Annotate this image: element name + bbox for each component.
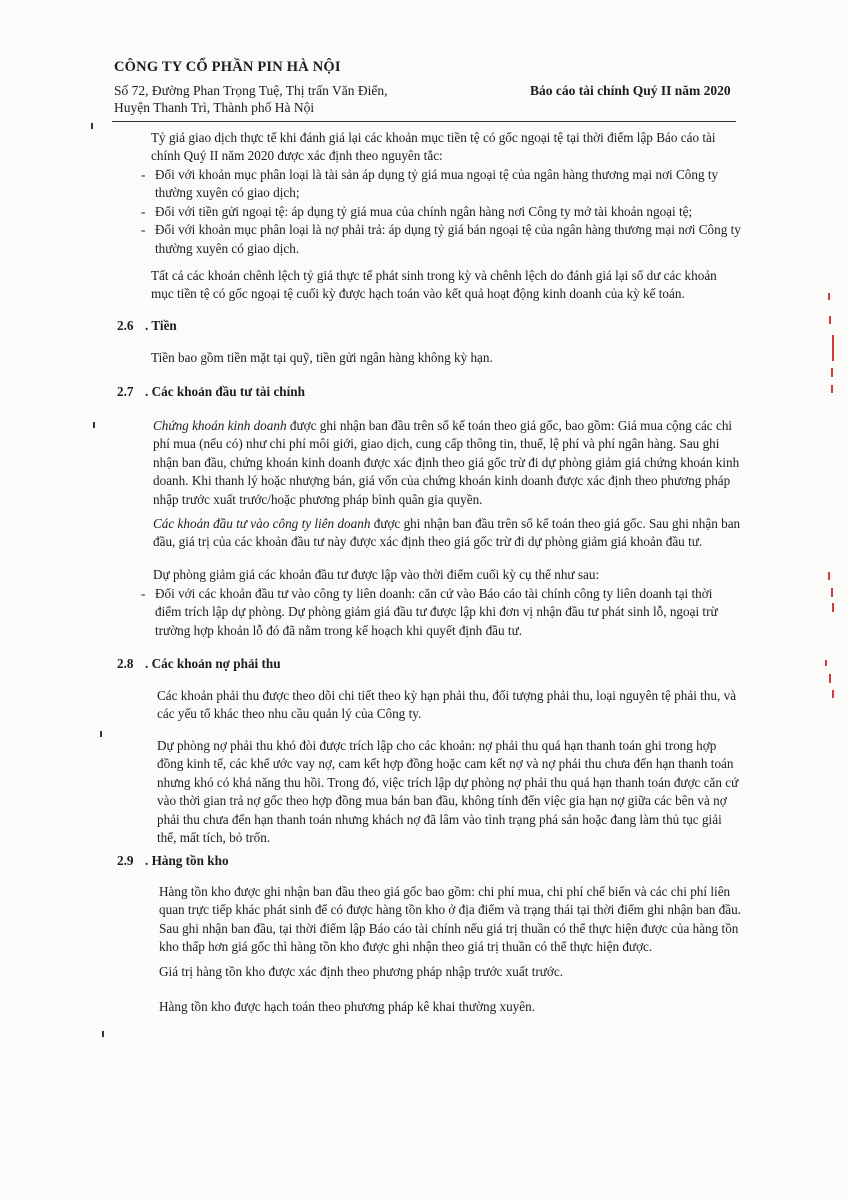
- section-title: . Tiền: [145, 318, 177, 333]
- report-title: Báo cáo tài chính Quý II năm 2020: [530, 83, 731, 98]
- scan-margin-tick: [91, 123, 93, 129]
- section-heading-2-8: [117, 656, 281, 672]
- company-name: CÔNG TY CỔ PHẦN PIN HÀ NỘI: [114, 59, 341, 75]
- inventory-paragraph-1: Hàng tồn kho được ghi nhận ban đầu theo giá gốc bao gồm: chi phí mua, chi phí chế biến và các chi phí liên quan trực tiếp khác phát sinh để có được hàng tồn kho ở địa điểm và trạng thái tại thời điểm ghi nhận ban đầu. Sau ghi nhận ban đầu, tại thời điểm lập Báo cáo tài chính nếu giá trị thuần có thể thực hiện được của hàng tồn kho thấp hơn giá gốc thì hàng tồn kho được ghi nhận theo giá trị thuần có thể thực hiện được.: [159, 884, 741, 955]
- company-address: [114, 82, 388, 116]
- intro-bullet-1: - Đối với khoản mục phân loại là tài sản áp dụng tỷ giá mua ngoại tệ của ngân hàng thương mại nơi Công ty thường xuyên có giao dịch;: [141, 166, 741, 203]
- investment-bullet-1: - Đối với các khoản đầu tư vào công ty liên doanh: căn cứ vào Báo cáo tài chính công ty liên doanh tại thời điểm trích lập dự phòng. Dự phòng giảm giá đầu tư được lập khi đơn vị nhận đầu tư phát sinh lỗ, ngoại trừ trường hợp khoản lỗ đó đã nằm trong kế hoạch khi quyết định đầu tư.: [141, 585, 741, 640]
- section-title: . Các khoản đầu tư tài chính: [145, 384, 305, 399]
- joint-venture-term: Các khoản đầu tư vào công ty liên doanh: [153, 516, 371, 531]
- receivables-paragraph-2: Dự phòng nợ phải thu khó đòi được trích lập cho các khoản: nợ phải thu quá hạn thanh toán ghi trong hợp đồng kinh tế, các khế ước vay nợ, cam kết hợp đồng hoặc cam kết nợ và nợ phải thu chưa đến hạn thanh toán nhưng khó có khả năng thu hồi. Trong đó, việc trích lập dự phòng nợ phải thu quá hạn thanh toán được căn cứ vào thời gian trả nợ gốc theo hợp đồng mua bán ban đầu, không tính đến việc gia hạn nợ giữa các bên và nợ phải thu chưa đến hạn thanh toán nhưng khách nợ đã lâm vào tình trạng phá sản hoặc đang làm thủ tục giải thể, mất tích, bỏ trốn.: [157, 738, 739, 846]
- section-number: 2.9: [117, 853, 134, 868]
- inventory-paragraph-3: Hàng tồn kho được hạch toán theo phương pháp kê khai thường xuyên.: [159, 999, 536, 1014]
- trading-securities-term: Chứng khoán kinh doanh: [153, 418, 287, 433]
- section-number: 2.6: [117, 318, 134, 333]
- red-edge-mark: [829, 316, 831, 324]
- address-line-2: Huyện Thanh Trì, Thành phố Hà Nội: [114, 100, 315, 115]
- receivables-paragraph-1: Các khoản phải thu được theo dõi chi tiết theo kỳ hạn phải thu, đối tượng phải thu, loại nguyên tệ phải thu, và các yếu tố khác theo nhu cầu quản lý của Công ty.: [157, 688, 737, 722]
- section-heading-2-6: [117, 318, 177, 334]
- scan-margin-tick: [102, 1031, 104, 1037]
- section-heading-2-7: [117, 384, 305, 400]
- section-title: . Các khoản nợ phải thu: [145, 656, 281, 671]
- red-edge-mark: [825, 660, 827, 666]
- intro-bullets: [141, 166, 741, 258]
- section-number: 2.7: [117, 384, 134, 399]
- red-edge-mark: [832, 335, 834, 361]
- red-edge-mark: [832, 603, 834, 612]
- header-divider: [112, 121, 736, 122]
- intro-bullet-3: - Đối với khoản mục phân loại là nợ phải trả: áp dụng tỷ giá bán ngoại tệ của ngân hàng thương mại nơi Công ty thường xuyên có giao dịch.: [141, 221, 741, 258]
- red-edge-mark: [831, 588, 833, 597]
- cash-paragraph: Tiền bao gồm tiền mặt tại quỹ, tiền gửi ngân hàng không kỳ hạn.: [151, 350, 493, 365]
- address-line-1: Số 72, Đường Phan Trọng Tuệ, Thị trấn Văn Điển,: [114, 83, 388, 98]
- inventory-paragraph-2: Giá trị hàng tồn kho được xác định theo phương pháp nhập trước xuất trước.: [159, 964, 564, 979]
- scan-margin-tick: [100, 731, 102, 737]
- scan-margin-tick: [93, 422, 95, 428]
- intro-bullet-2: - Đối với tiền gửi ngoại tệ: áp dụng tỷ giá mua của chính ngân hàng nơi Công ty mở tài khoản ngoại tệ;: [141, 203, 741, 221]
- section-number: 2.8: [117, 656, 134, 671]
- bullet-dash: -: [141, 222, 146, 238]
- intro-paragraph-1: Tỷ giá giao dịch thực tế khi đánh giá lại các khoản mục tiền tệ có gốc ngoại tệ tại thời điểm lập Báo cáo tài chính Quý II năm 2020 được xác định theo nguyên tắc:: [151, 130, 716, 164]
- red-edge-mark: [828, 572, 830, 580]
- red-edge-mark: [832, 690, 834, 698]
- investment-paragraph-3: Dự phòng giảm giá các khoản đầu tư được lập vào thời điểm cuối kỳ cụ thể như sau:: [153, 567, 600, 582]
- red-edge-mark: [829, 674, 831, 683]
- investment-paragraph-1: Chứng khoán kinh doanh được ghi nhận ban đầu trên sổ kế toán theo giá gốc, bao gồm: Giá mua cộng các chi phí mua (nếu có) như chi phí môi giới, giao dịch, cung cấp thông tin, thuế, lệ phí và phí ngân hàng. Sau ghi nhận ban đầu, chứng khoán kinh doanh được xác định theo giá gốc trừ đi dự phòng giảm giá chứng khoán kinh doanh. Khi thanh lý hoặc nhượng bán, giá vốn của chứng khoán kinh doanh được xác định theo phương pháp nhập trước xuất trước/hoặc phương pháp bình quân gia quyền.: [153, 418, 740, 507]
- red-edge-mark: [831, 385, 833, 393]
- red-edge-mark: [831, 368, 833, 377]
- section-heading-2-9: [117, 853, 229, 869]
- investment-bullets: [141, 585, 741, 640]
- bullet-dash: -: [141, 203, 146, 219]
- investment-paragraph-2: Các khoản đầu tư vào công ty liên doanh được ghi nhận ban đầu trên sổ kế toán theo giá gốc. Sau ghi nhận ban đầu, giá trị của các khoản đầu tư này được xác định theo giá gốc trừ đi dự phòng giảm giá khoản đầu tư.: [153, 516, 741, 550]
- red-edge-mark: [828, 293, 830, 300]
- bullet-dash: -: [141, 586, 146, 601]
- bullet-dash: -: [141, 167, 146, 182]
- intro-paragraph-2: Tất cả các khoản chênh lệch tỷ giá thực tế phát sinh trong kỳ và chênh lệch do đánh giá lại số dư các khoản mục tiền tệ có gốc ngoại tệ cuối kỳ được hạch toán vào kết quả hoạt động kinh doanh của kỳ kế toán.: [151, 268, 717, 302]
- section-title: . Hàng tồn kho: [145, 853, 229, 868]
